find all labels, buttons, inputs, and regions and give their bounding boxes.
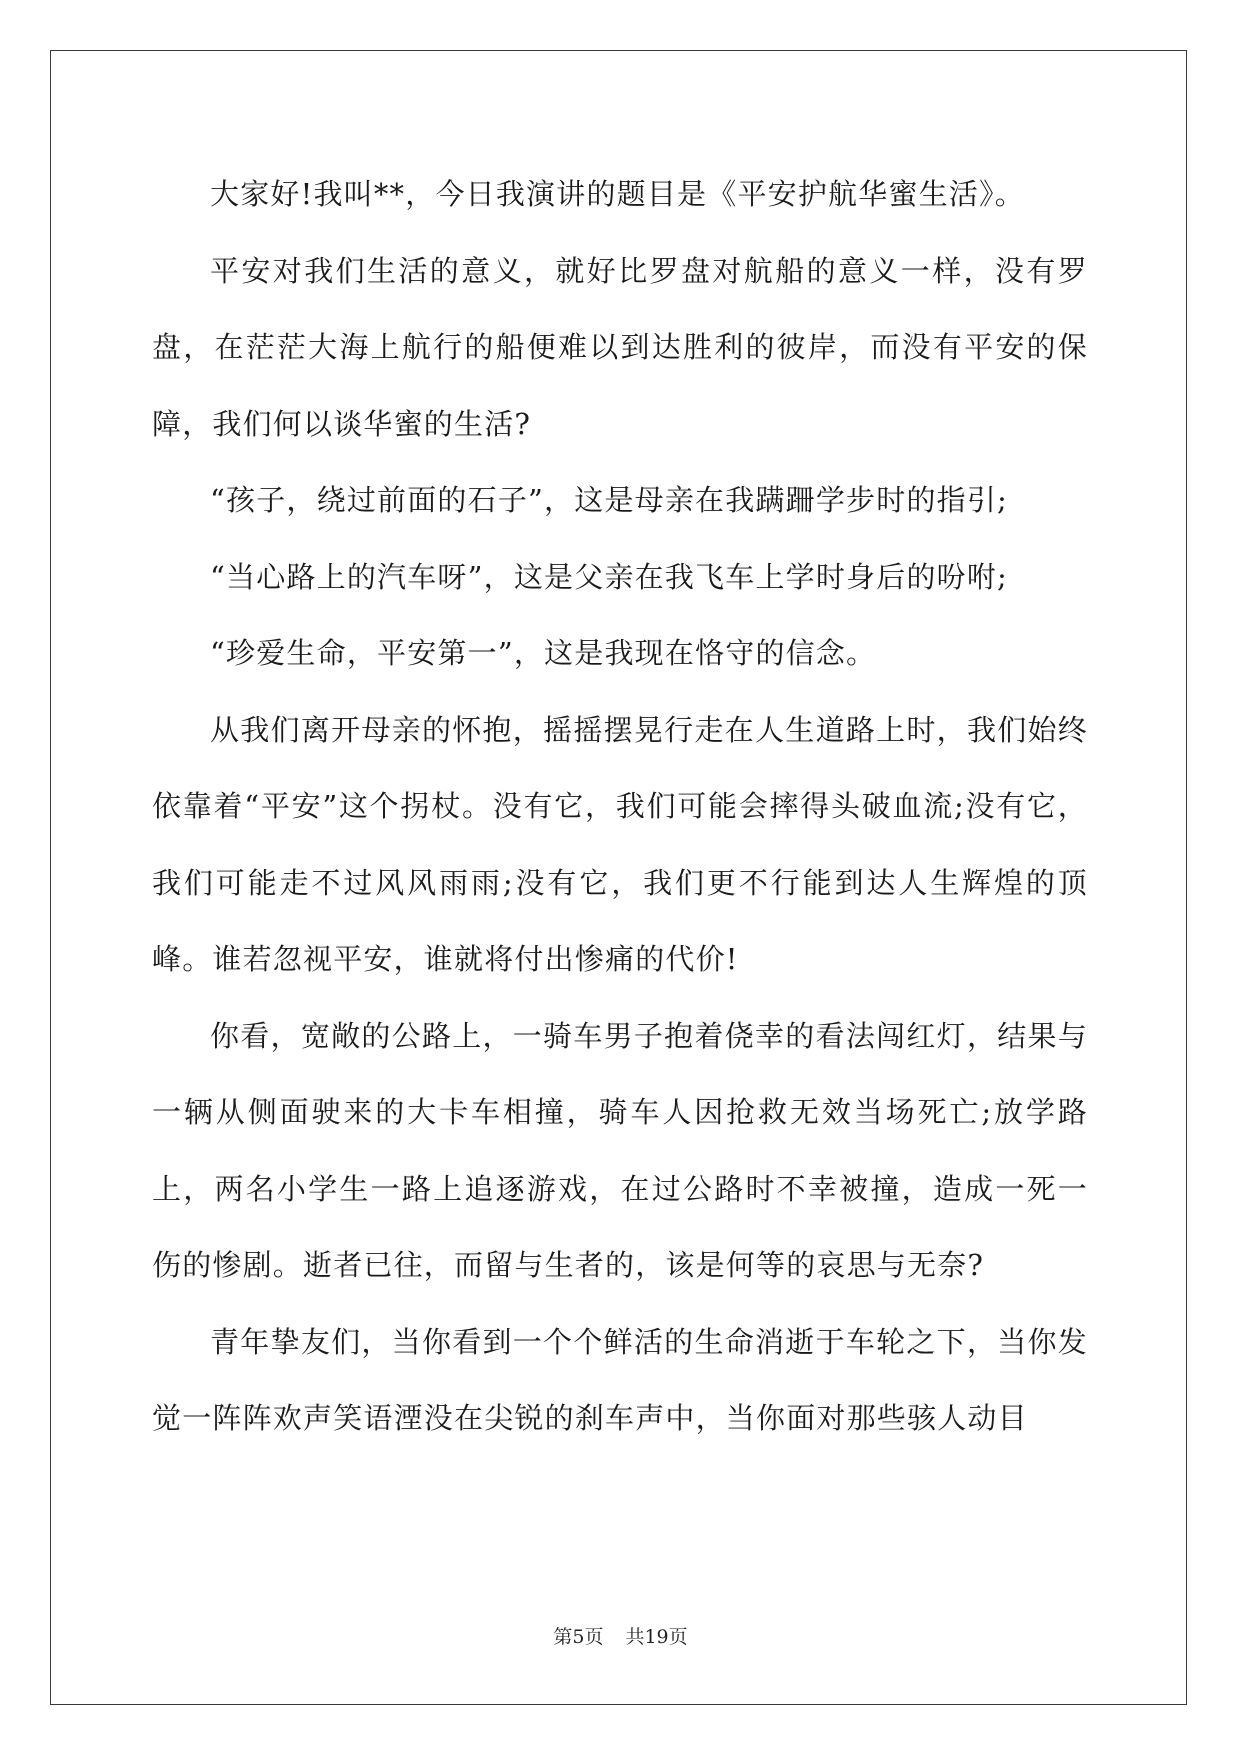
current-page-label: 第5页 [553, 1626, 604, 1648]
paragraph-greeting: 大家好!我叫**，今日我演讲的题目是《平安护航华蜜生活》。 [210, 177, 1025, 211]
paragraph-young-friends: 青年挚友们，当你看到一个个鲜活的生命消逝于车轮之下，当你发觉一阵阵欢声笑语湮没在尖锐的刹车声中，当你面对那些骇人动目 [152, 1324, 1088, 1435]
paragraph-mother-quote: “孩子，绕过前面的石子”，这是母亲在我蹒跚学步时的指引; [210, 483, 1009, 517]
document-body [152, 156, 1088, 1457]
paragraph-accidents: 你看，宽敞的公路上，一骑车男子抱着侥幸的看法闯红灯，结果与一辆从侧面驶来的大卡车相撞，骑车人因抢救无效当场死亡;放学路上，两名小学生一路上追逐游戏，在过公路时不幸被撞，造成一死一伤的惨剧。逝者已往，而留与生者的，该是何等的哀思与无奈? [152, 1018, 1088, 1282]
total-pages-label: 共19页 [625, 1626, 688, 1648]
paragraph-compass: 平安对我们生活的意义，就好比罗盘对航船的意义一样，没有罗盘，在茫茫大海上航行的船便难以到达胜利的彼岸，而没有平安的保障，我们何以谈华蜜的生活? [152, 253, 1088, 441]
paragraph-crutch: 从我们离开母亲的怀抱，摇摇摆晃行走在人生道路上时，我们始终依靠着“平安”这个拐杖。没有它，我们可能会摔得头破血流;没有它，我们可能走不过风风雨雨;没有它，我们更不行能到达人生辉煌的顶峰。谁若忽视平安，谁就将付出惨痛的代价! [152, 712, 1088, 976]
paragraph-father-quote: “当心路上的汽车呀”，这是父亲在我飞车上学时身后的吩咐; [210, 559, 1009, 594]
page-footer [0, 1622, 1241, 1649]
paragraph-belief-quote: “珍爱生命，平安第一”，这是我现在恪守的信念。 [210, 636, 877, 670]
